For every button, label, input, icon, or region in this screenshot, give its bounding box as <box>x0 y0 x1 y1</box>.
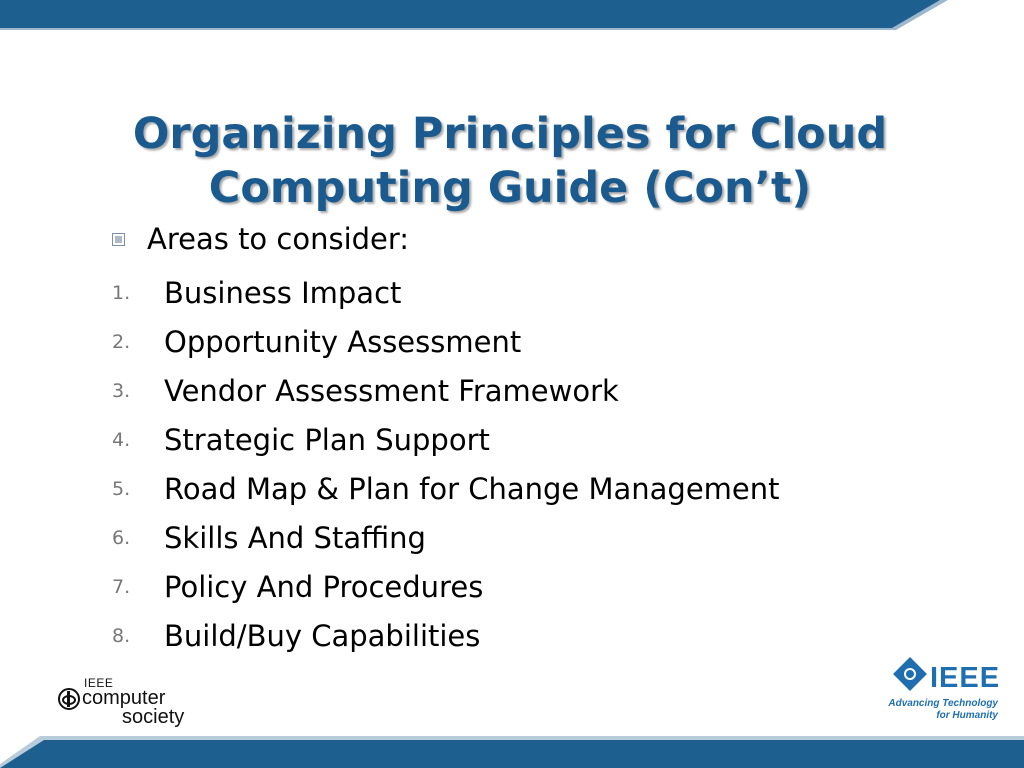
list-text: Policy And Procedures <box>164 569 484 604</box>
list-text: Opportunity Assessment <box>164 324 522 359</box>
ieee-tagline-1: Advancing Technology <box>888 698 998 709</box>
list-item <box>112 513 780 562</box>
title-line-2: Computing Guide (Con’t) <box>208 162 812 213</box>
list-item <box>112 415 780 464</box>
ieee-logo <box>888 660 1004 724</box>
cs-logo-society-text: society <box>122 706 185 728</box>
ieee-logo-word: IEEE <box>930 662 1001 694</box>
list-text: Vendor Assessment Framework <box>164 373 619 408</box>
list-number: 3. <box>112 379 131 402</box>
title-line-1: Organizing Principles for Cloud <box>132 108 888 159</box>
list-text: Skills And Staffing <box>164 520 426 555</box>
list-number: 8. <box>112 624 131 647</box>
list-text: Strategic Plan Support <box>164 422 490 457</box>
list-text: Business Impact <box>164 275 402 310</box>
areas-list <box>112 268 780 660</box>
list-number: 2. <box>112 330 131 353</box>
list-item <box>112 268 780 317</box>
list-number: 7. <box>112 575 131 598</box>
list-item <box>112 611 780 660</box>
bottom-banner <box>0 728 1024 768</box>
ieee-kite-icon <box>904 668 916 680</box>
list-item <box>112 366 780 415</box>
computer-society-logo <box>58 676 198 728</box>
cs-logo-ieee-text: IEEE <box>84 676 114 690</box>
top-banner <box>0 0 1024 30</box>
cs-logo-computer-text: computer <box>82 687 166 709</box>
list-text: Build/Buy Capabilities <box>164 618 481 653</box>
list-item <box>112 464 780 513</box>
ieee-tagline-2: for Humanity <box>936 710 998 721</box>
list-number: 4. <box>112 428 131 451</box>
list-item <box>112 562 780 611</box>
intro-bullet <box>112 222 409 256</box>
list-number: 6. <box>112 526 131 549</box>
slide-title <box>40 107 980 215</box>
list-text: Road Map & Plan for Change Management <box>164 471 780 506</box>
list-number: 1. <box>112 281 131 304</box>
intro-text: Areas to consider: <box>147 222 410 256</box>
list-item <box>112 317 780 366</box>
list-number: 5. <box>112 477 131 500</box>
square-bullet-icon <box>112 233 125 246</box>
phi-icon <box>58 688 80 710</box>
